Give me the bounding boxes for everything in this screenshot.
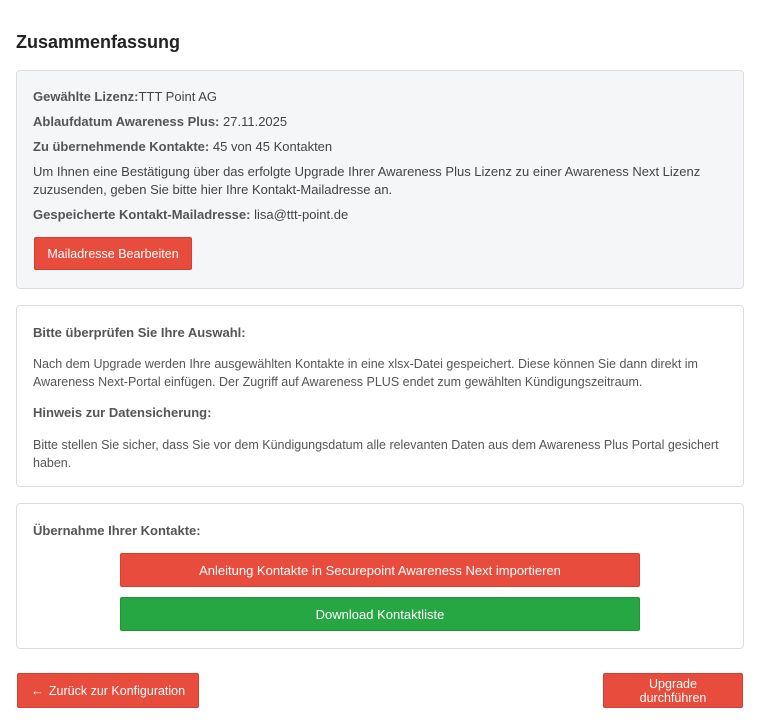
download-contact-list-button[interactable]: Download Kontaktliste xyxy=(120,597,640,631)
expiry-row xyxy=(33,113,727,131)
email-value: lisa@ttt-point.de xyxy=(254,207,349,222)
expiry-value: 27.11.2025 xyxy=(223,114,288,129)
back-button-label: Zurück zur Konfiguration xyxy=(48,683,186,698)
license-value: TTT Point AG xyxy=(138,89,217,104)
summary-panel xyxy=(16,70,744,289)
review-panel xyxy=(16,305,744,487)
review-heading: Bitte überprüfen Sie Ihre Auswahl: xyxy=(33,325,246,340)
license-label: Gewählte Lizenz: xyxy=(33,89,139,104)
license-row xyxy=(33,88,727,106)
confirmation-text: Um Ihnen eine Bestätigung über das erfolgte Upgrade Ihrer Awareness Plus Lizenz zu einer Awareness Next Lizenz zuzusenden, geben Sie bitte hier Ihre Kontakt-Mailadresse an. xyxy=(33,164,701,197)
email-row xyxy=(33,206,727,224)
contacts-row xyxy=(33,138,727,156)
email-label: Gespeicherte Kontakt-Mailadresse: xyxy=(33,207,251,222)
backup-heading: Hinweis zur Datensicherung: xyxy=(33,405,212,420)
expiry-label: Ablaufdatum Awareness Plus: xyxy=(33,114,220,129)
contacts-panel xyxy=(16,503,744,649)
contacts-value: 45 von 45 Kontakten xyxy=(212,139,333,154)
contacts-label: Zu übernehmende Kontakte: xyxy=(33,139,210,154)
review-text: Nach dem Upgrade werden Ihre ausgewählten Kontakte in eine xlsx-Datei gespeichert. Diese können Sie dann direkt im Awareness Next-Portal einfügen. Der Zugriff auf Awareness PLUS endet zum gewählten Kündigungszeitraum. xyxy=(33,357,698,389)
page-title: Zusammenfassung xyxy=(16,32,181,52)
arrow-left-icon: ← xyxy=(30,683,44,698)
back-to-configuration-button[interactable] xyxy=(17,673,199,708)
import-guide-button[interactable]: Anleitung Kontakte in Securepoint Awareness Next importieren xyxy=(120,553,640,587)
contacts-heading: Übernahme Ihrer Kontakte: xyxy=(33,523,201,538)
edit-email-button[interactable]: Mailadresse Bearbeiten xyxy=(34,237,192,270)
backup-text: Bitte stellen Sie sicher, dass Sie vor dem Kündigungsdatum alle relevanten Daten aus dem Awareness Plus Portal gesichert haben. xyxy=(33,438,719,470)
perform-upgrade-button[interactable]: Upgrade durchführen xyxy=(603,673,743,708)
